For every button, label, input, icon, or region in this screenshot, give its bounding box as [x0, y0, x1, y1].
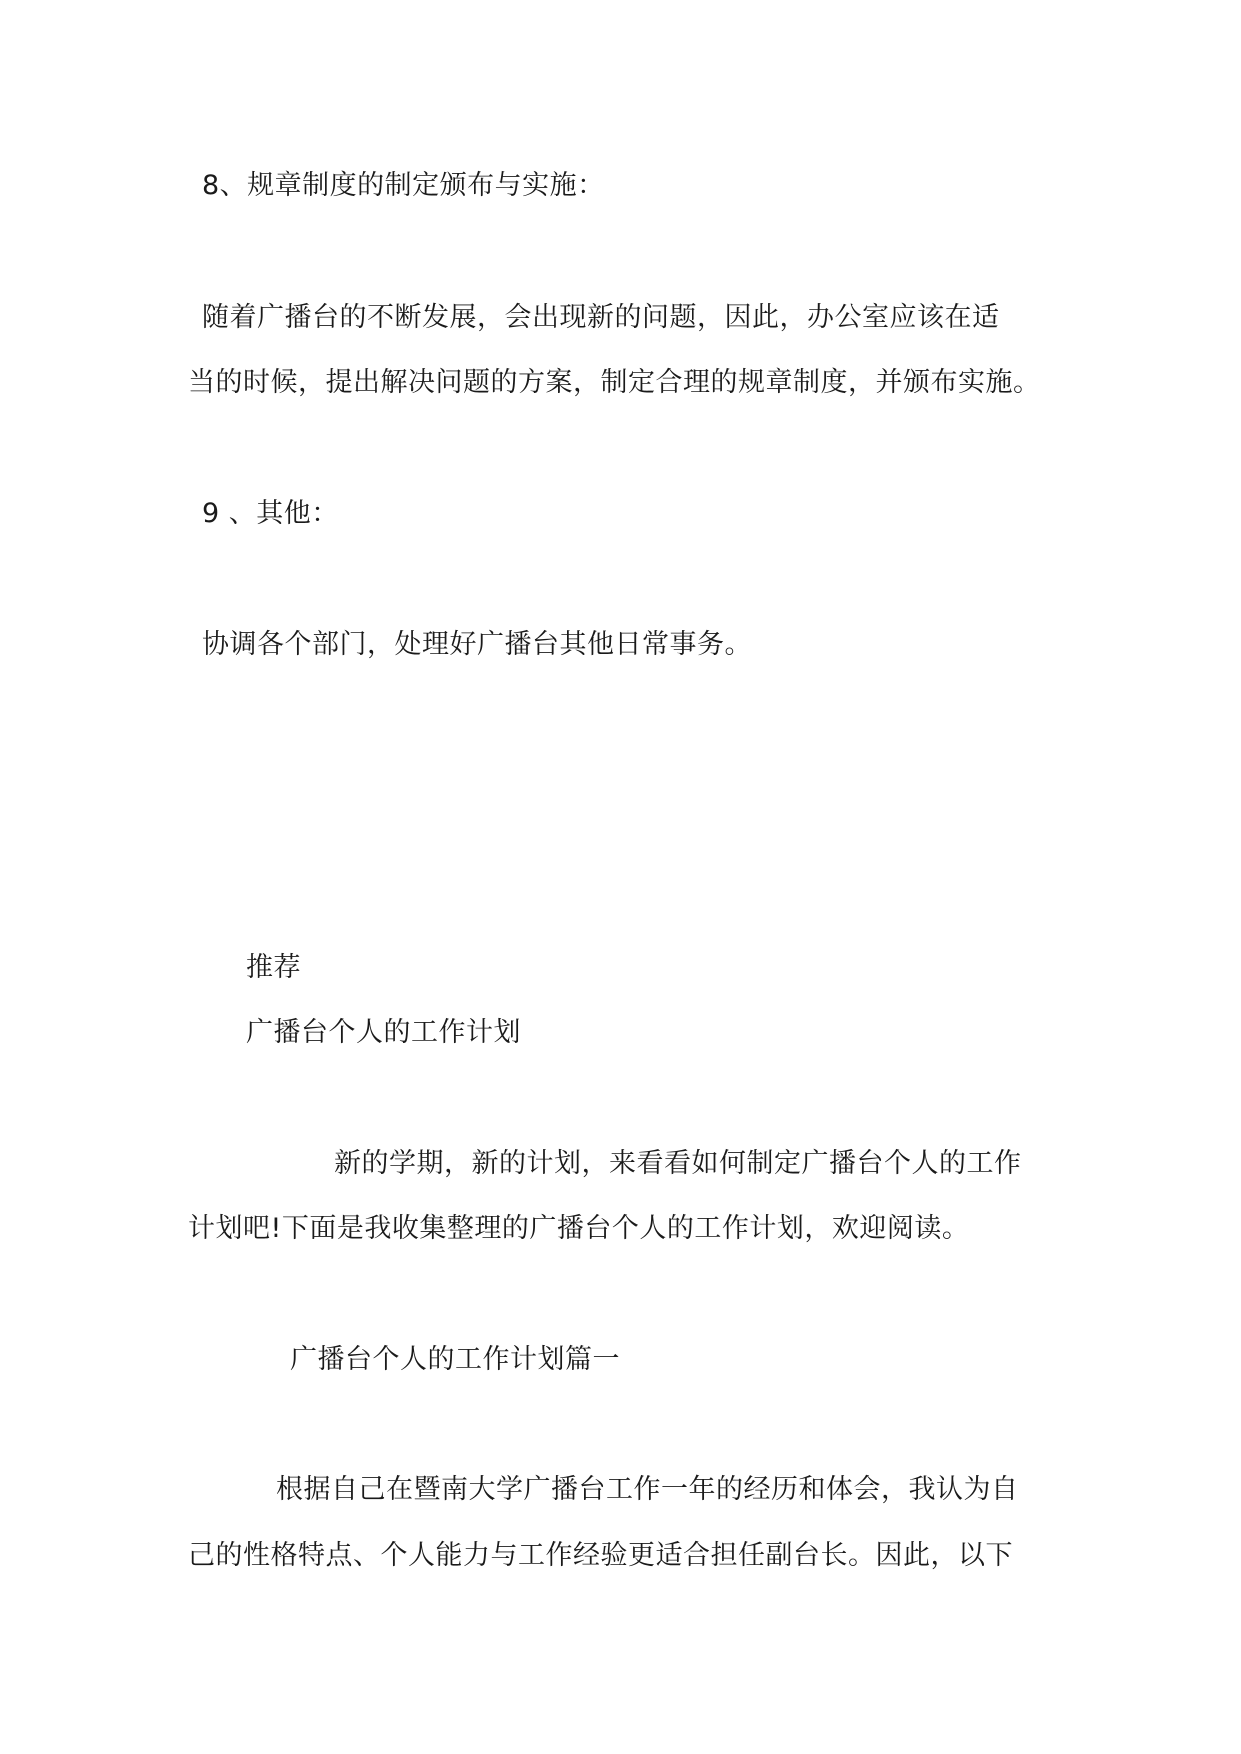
article-heading: 广播台个人的工作计划篇一	[290, 1344, 620, 1375]
item8-body-line1: 随着广播台的不断发展，会出现新的问题，因此，办公室应该在适	[202, 302, 1000, 333]
article-line1: 根据自己在暨南大学广播台工作一年的经历和体会，我认为自	[276, 1474, 1019, 1505]
intro-line2: 计划吧!下面是我收集整理的广播台个人的工作计划，欢迎阅读。	[188, 1213, 970, 1244]
item9-heading: 9 、其他：	[202, 498, 339, 529]
recommend-label: 推荐	[246, 952, 301, 983]
intro-line1: 新的学期，新的计划，来看看如何制定广播台个人的工作	[334, 1148, 1022, 1179]
item9-body: 协调各个部门，处理好广播台其他日常事务。	[202, 629, 752, 660]
item8-heading: 8、规章制度的制定颁布与实施：	[202, 170, 605, 201]
recommend-title: 广播台个人的工作计划	[246, 1017, 521, 1048]
article-line2: 己的性格特点、个人能力与工作经验更适合担任副台长。因此，以下	[188, 1540, 1013, 1571]
item8-body-line2: 当的时候，提出解决问题的方案，制定合理的规章制度，并颁布实施。	[188, 367, 1041, 398]
